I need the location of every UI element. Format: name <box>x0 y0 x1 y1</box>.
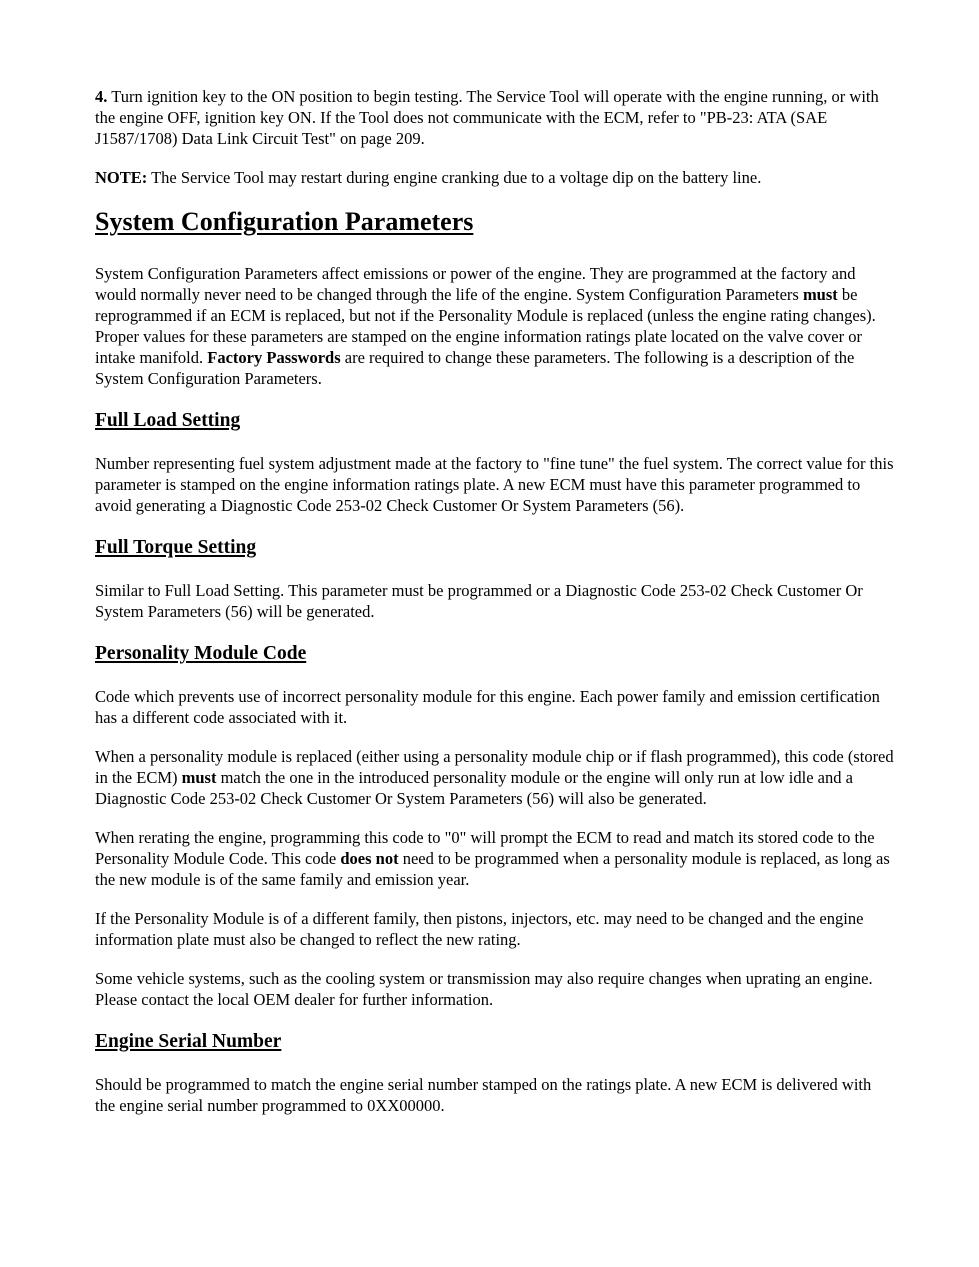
note-text: The Service Tool may restart during engine cranking due to a voltage dip on the battery line. <box>147 168 762 187</box>
document-page <box>95 86 895 1134</box>
full-torque-text: Similar to Full Load Setting. This parameter must be programmed or a Diagnostic Code 253-02 Check Customer Or System Parameters (56) will be generated. <box>95 581 863 621</box>
personality-p5: Some vehicle systems, such as the cooling system or transmission may also require changes when uprating an engine. Please contact the local OEM dealer for further information. <box>95 969 873 1009</box>
serial-text: Should be programmed to match the engine serial number stamped on the ratings plate. A new ECM is delivered with the engine serial number programmed to 0XX00000. <box>95 1075 872 1115</box>
intro-text-3: are required to change these parameters. The following is a description of the System Configuration Parameters. <box>95 348 855 388</box>
step-4-paragraph <box>95 86 895 149</box>
intro-bold-factory-passwords: Factory Passwords <box>207 348 341 367</box>
personality-p2-text-1: When a personality module is replaced (either using a personality module chip or if flash programmed), this code (stored in the ECM) <box>95 747 894 787</box>
full-load-heading: Full Load Setting <box>95 410 241 431</box>
intro-text-1: System Configuration Parameters affect emissions or power of the engine. They are programmed at the factory and would normally never need to be changed through the life of the engine. System Configuration Parameters <box>95 264 856 304</box>
serial-heading: Engine Serial Number <box>95 1031 282 1052</box>
personality-p2-text-2: match the one in the introduced personality module or the engine will only run at low idle and a Diagnostic Code 253-02 Check Customer Or System Parameters (56) will also be generated. <box>95 768 853 808</box>
note-label: NOTE: <box>95 168 148 187</box>
full-torque-heading: Full Torque Setting <box>95 537 257 558</box>
step-number: 4. <box>95 87 108 106</box>
personality-heading: Personality Module Code <box>95 643 307 664</box>
personality-p3-text-1: When rerating the engine, programming this code to "0" will prompt the ECM to read and match its stored code to the Personality Module Code. This code <box>95 828 875 868</box>
full-load-text: Number representing fuel system adjustment made at the factory to "fine tune" the fuel system. The correct value for this parameter is stamped on the engine information ratings plate. A new ECM must have this parameter programmed to avoid generating a Diagnostic Code 253-02 Check Customer Or System Parameters (56). <box>95 454 894 515</box>
personality-p3-bold: does not <box>340 849 399 868</box>
step-4-text: Turn ignition key to the ON position to begin testing. The Service Tool will operate with the engine running, or with the engine OFF, ignition key ON. If the Tool does not communicate with the ECM, refer to "PB-23: ATA (SAE J1587/1708) Data Link Circuit Test" on page 209. <box>95 87 879 148</box>
note-paragraph <box>95 167 895 188</box>
personality-p2 <box>95 746 895 809</box>
personality-p2-bold: must <box>181 768 217 787</box>
personality-p3 <box>95 827 895 890</box>
section-intro <box>95 263 895 389</box>
intro-bold-must: must <box>802 285 838 304</box>
personality-p4: If the Personality Module is of a different family, then pistons, injectors, etc. may need to be changed and the engine information plate must also be changed to reflect the new rating. <box>95 909 864 949</box>
section-title: System Configuration Parameters <box>95 207 474 236</box>
personality-p1: Code which prevents use of incorrect personality module for this engine. Each power family and emission certification has a different code associated with it. <box>95 687 880 727</box>
personality-p3-text-2: need to be programmed when a personality module is replaced, as long as the new module is of the same family and emission year. <box>95 849 890 889</box>
intro-text-2: be reprogrammed if an ECM is replaced, but not if the Personality Module is replaced (unless the engine rating changes). Proper values for these parameters are stamped on the engine information ratings plate located on the valve cover or intake manifold. <box>95 285 876 367</box>
